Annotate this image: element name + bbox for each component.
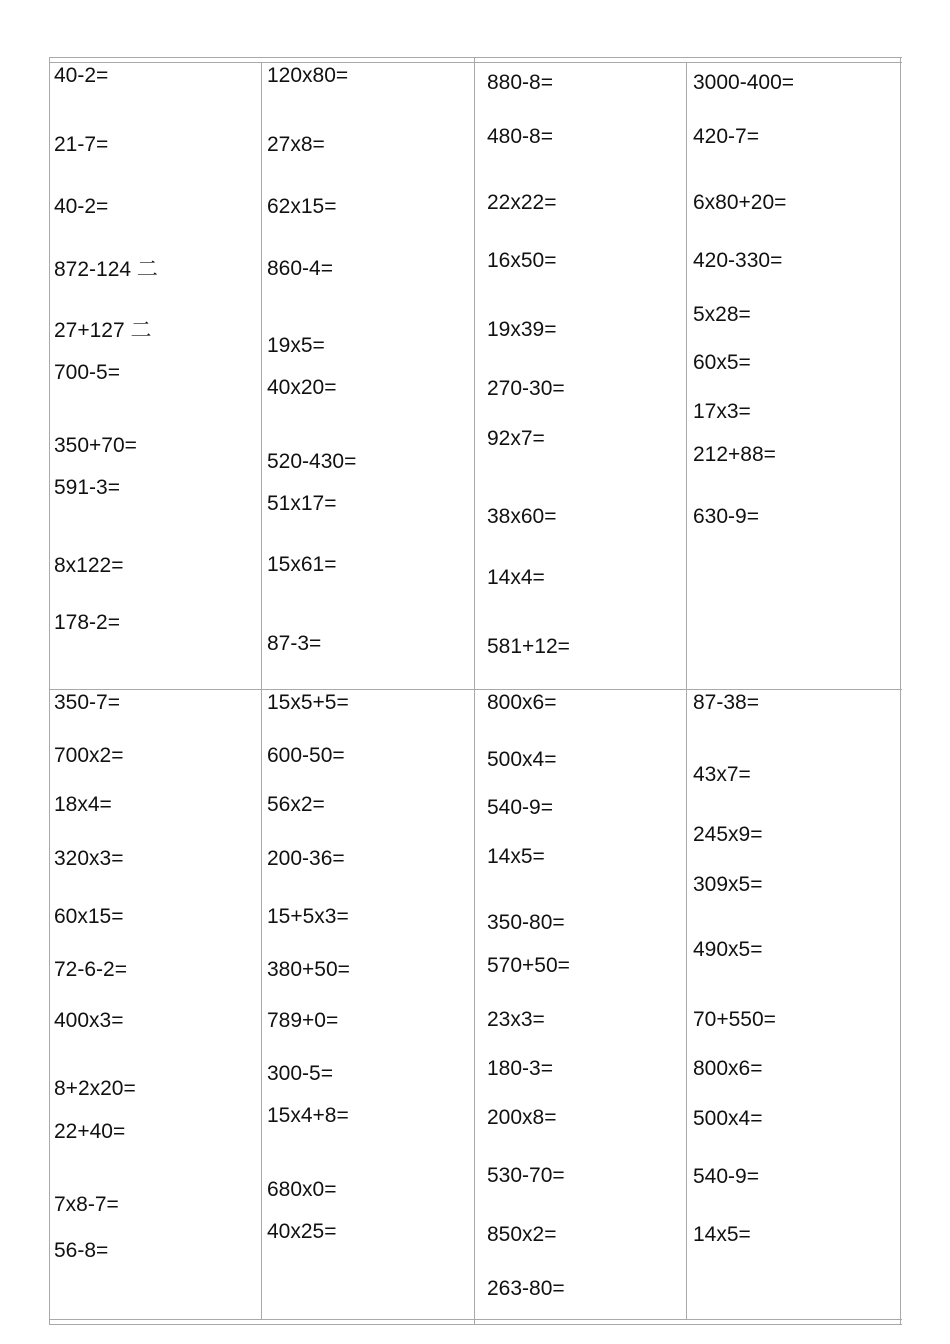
math-problem: 178-2= — [54, 611, 120, 634]
math-problem: 380+50= — [267, 958, 350, 981]
math-problem: 309x5= — [693, 873, 763, 896]
math-problem: 591-3= — [54, 476, 120, 499]
math-problem: 87-3= — [267, 632, 322, 655]
math-problem: 7x8-7= — [54, 1193, 119, 1216]
math-problem: 60x5= — [693, 351, 751, 374]
math-problem: 40-2= — [54, 195, 109, 218]
math-problem: 420-330= — [693, 249, 783, 272]
math-problem: 270-30= — [487, 377, 565, 400]
table-top-inner-border — [49, 62, 902, 63]
math-problem: 212+88= — [693, 443, 776, 466]
math-problem: 600-50= — [267, 744, 345, 767]
math-problem: 800x6= — [487, 691, 557, 714]
math-problem: 200x8= — [487, 1106, 557, 1129]
math-problem: 15+5x3= — [267, 905, 349, 928]
math-problem: 872-124 二 — [54, 258, 158, 281]
math-problem: 43x7= — [693, 763, 751, 786]
math-problem: 800x6= — [693, 1057, 763, 1080]
math-problem: 15x5+5= — [267, 691, 349, 714]
math-problem: 14x5= — [487, 845, 545, 868]
math-problem: 400x3= — [54, 1009, 124, 1032]
table-right-border — [900, 57, 901, 1325]
row-divider — [49, 689, 902, 690]
math-problem: 21-7= — [54, 133, 109, 156]
math-problem: 570+50= — [487, 954, 570, 977]
math-problem: 5x28= — [693, 303, 751, 326]
table-bottom-outer-border — [49, 1324, 902, 1325]
math-problem: 56-8= — [54, 1239, 109, 1262]
math-problem: 22x22= — [487, 191, 557, 214]
math-problem: 700x2= — [54, 744, 124, 767]
math-problem: 520-430= — [267, 450, 357, 473]
math-problem: 62x15= — [267, 195, 337, 218]
math-problem: 70+550= — [693, 1008, 776, 1031]
math-problem: 500x4= — [693, 1107, 763, 1130]
math-problem: 27x8= — [267, 133, 325, 156]
math-problem: 300-5= — [267, 1062, 333, 1085]
math-problem: 320x3= — [54, 847, 124, 870]
math-problem: 40x20= — [267, 376, 337, 399]
table-left-border — [49, 57, 50, 1325]
table-bottom-border — [49, 1319, 902, 1320]
math-problem: 8+2x20= — [54, 1077, 136, 1100]
math-problem: 14x4= — [487, 566, 545, 589]
math-problem: 263-80= — [487, 1277, 565, 1300]
math-problem: 3000-400= — [693, 71, 795, 94]
math-problem: 23x3= — [487, 1008, 545, 1031]
math-problem: 14x5= — [693, 1223, 751, 1246]
column-divider-1 — [261, 62, 262, 1320]
math-problem: 56x2= — [267, 793, 325, 816]
math-problem: 480-8= — [487, 125, 553, 148]
math-problem: 860-4= — [267, 257, 333, 280]
math-problem: 87-38= — [693, 691, 759, 714]
math-problem: 850x2= — [487, 1223, 557, 1246]
math-problem: 630-9= — [693, 505, 759, 528]
math-problem: 27+127 二 — [54, 319, 152, 342]
math-problem: 680x0= — [267, 1178, 337, 1201]
column-divider-2 — [474, 57, 475, 1325]
math-problem: 540-9= — [693, 1165, 759, 1188]
math-problem: 350+70= — [54, 434, 137, 457]
math-problem: 789+0= — [267, 1009, 339, 1032]
math-problem: 490x5= — [693, 938, 763, 961]
math-problem: 120x80= — [267, 64, 349, 87]
table-top-border — [49, 57, 902, 58]
math-problem: 6x80+20= — [693, 191, 787, 214]
math-problem: 40-2= — [54, 64, 109, 87]
math-problem: 8x122= — [54, 554, 124, 577]
column-divider-3 — [686, 62, 687, 1320]
math-problem: 51x17= — [267, 492, 337, 515]
math-problem: 15x61= — [267, 553, 337, 576]
math-problem: 350-80= — [487, 911, 565, 934]
math-problem: 245x9= — [693, 823, 763, 846]
math-problem: 22+40= — [54, 1120, 126, 1143]
math-problem: 60x15= — [54, 905, 124, 928]
math-problem: 18x4= — [54, 793, 112, 816]
math-problem: 500x4= — [487, 748, 557, 771]
math-problem: 19x39= — [487, 318, 557, 341]
math-problem: 15x4+8= — [267, 1104, 349, 1127]
math-problem: 581+12= — [487, 635, 570, 658]
math-problem: 40x25= — [267, 1220, 337, 1243]
math-problem: 350-7= — [54, 691, 120, 714]
math-problem: 700-5= — [54, 361, 120, 384]
math-problem: 180-3= — [487, 1057, 553, 1080]
math-problem: 38x60= — [487, 505, 557, 528]
math-problem: 92x7= — [487, 427, 545, 450]
math-problem: 420-7= — [693, 125, 759, 148]
math-problem: 72-6-2= — [54, 958, 127, 981]
math-problem: 200-36= — [267, 847, 345, 870]
math-problem: 530-70= — [487, 1164, 565, 1187]
math-problem: 19x5= — [267, 334, 325, 357]
math-problem: 16x50= — [487, 249, 557, 272]
math-problem: 880-8= — [487, 71, 553, 94]
math-problem: 17x3= — [693, 400, 751, 423]
math-problem: 540-9= — [487, 796, 553, 819]
